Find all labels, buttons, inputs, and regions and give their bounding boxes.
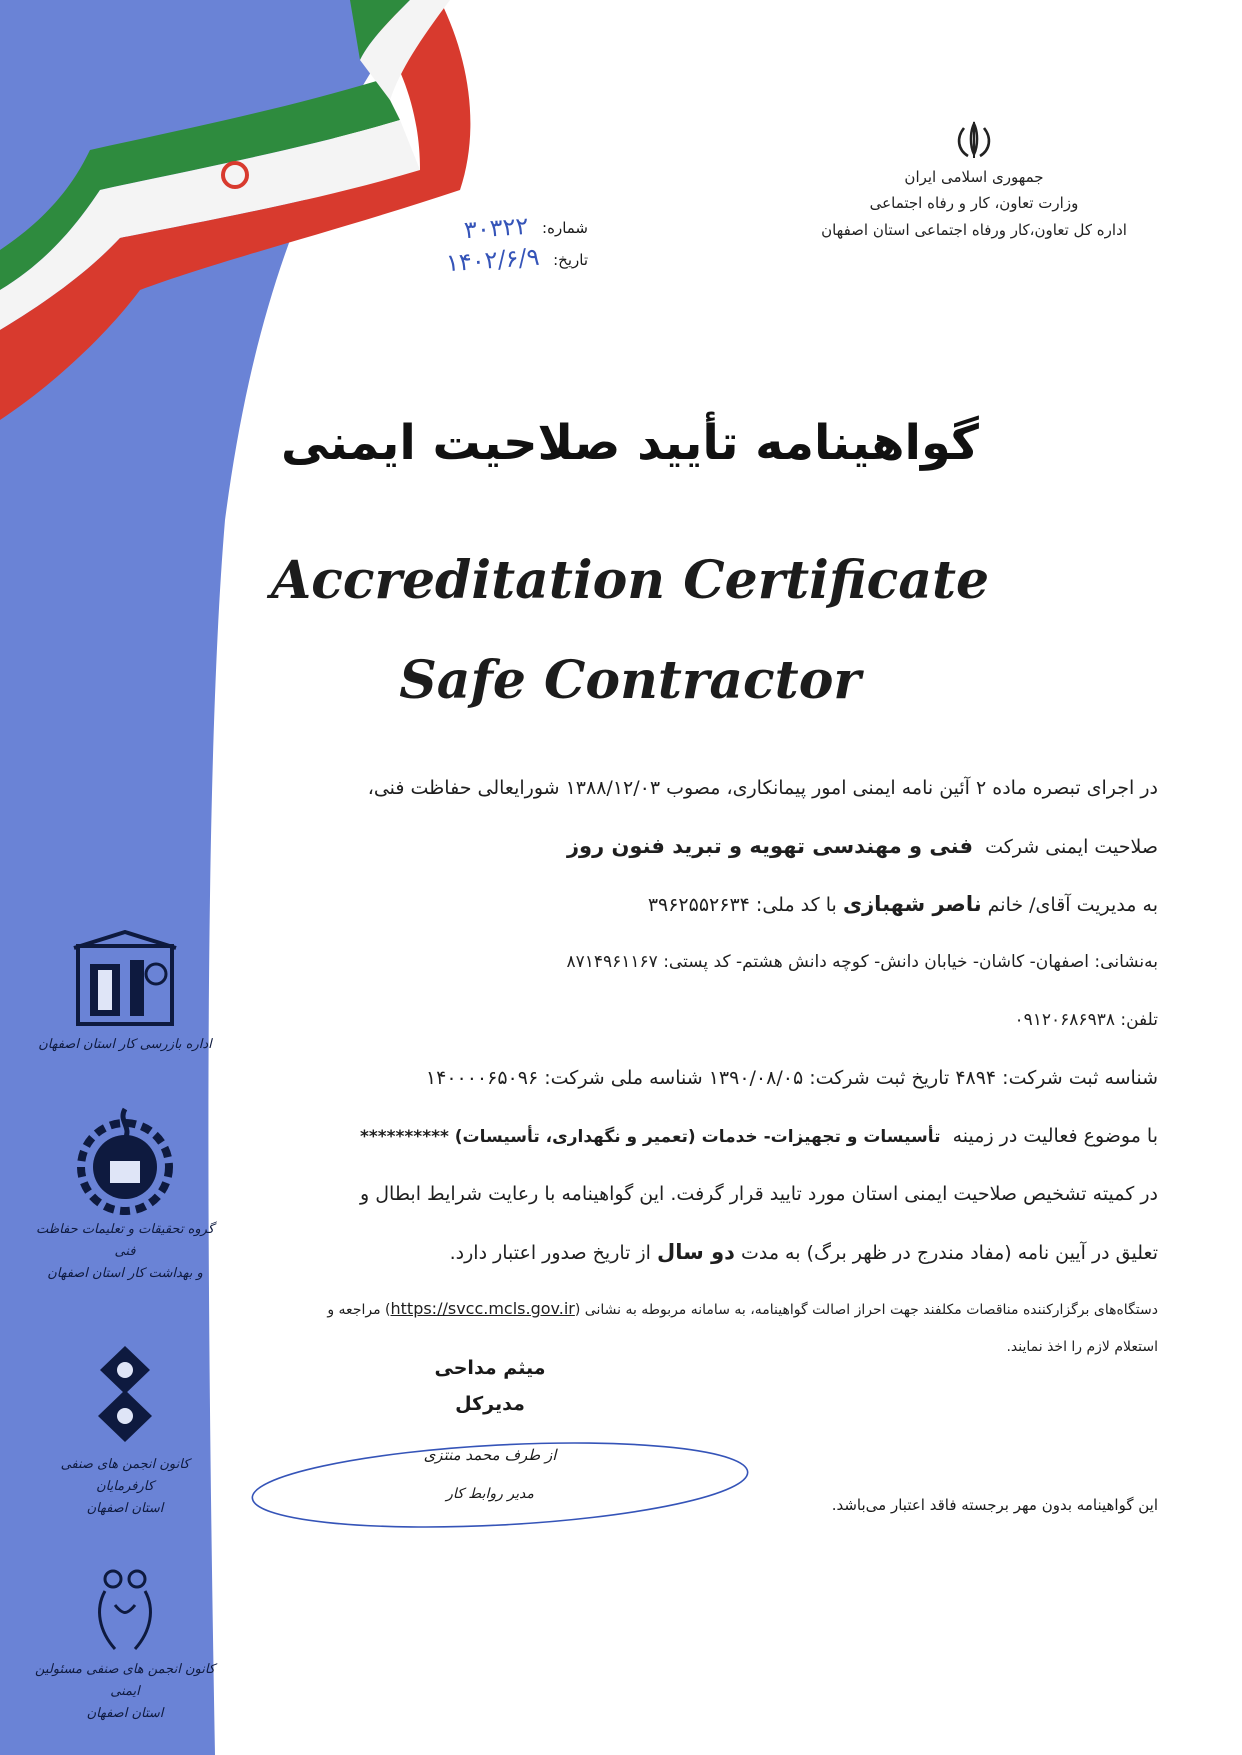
logo-caption-line2: و بهداشت کار استان اصفهان xyxy=(47,1266,203,1282)
company-prefix: صلاحیت ایمنی شرکت xyxy=(985,836,1158,858)
signature-block xyxy=(380,1350,600,1502)
signatory-name: میثم مداحی xyxy=(434,1357,546,1379)
activity-prefix: با موضوع فعالیت در زمینه xyxy=(952,1125,1158,1147)
side-logo-safety-officers xyxy=(30,1565,220,1725)
research-group-logo-icon xyxy=(70,1105,180,1215)
logo-caption: اداره بازرسی کار استان اصفهان xyxy=(38,1037,212,1052)
logo-caption-line2: استان اصفهان xyxy=(86,1501,164,1517)
signature-handwritten-line1: از طرف محمد منتزی xyxy=(423,1446,557,1464)
reference-number-row xyxy=(358,212,588,244)
verification-url-link[interactable]: https://svcc.mcls.gov.ir xyxy=(390,1299,575,1318)
validity-prefix: تعلیق در آیین نامه (مفاد مندرج در ظهر برگ) به مدت xyxy=(740,1242,1158,1264)
body-line-regulation: در اجرای تبصره ماده ۲ آئین نامه ایمنی امور پیمانکاری، مصوب ۱۳۸۸/۱۲/۰۳ شورایعالی حفاظت فنی، xyxy=(367,777,1158,799)
certificate-title-english-line1: Accreditation Certificate xyxy=(270,550,990,611)
logo-caption-line2: استان اصفهان xyxy=(86,1706,164,1722)
inspection-office-logo-icon xyxy=(70,930,180,1030)
reference-block xyxy=(358,212,588,276)
validity-footer-note: این گواهینامه بدون مهر برجسته فاقد اعتبار می‌باشد. xyxy=(831,1496,1158,1514)
manager-prefix: به مدیریت آقای/ خانم xyxy=(987,894,1158,916)
body-line-activity xyxy=(278,1118,1158,1176)
body-line-validity xyxy=(278,1234,1158,1292)
manager-national-id: با کد ملی: ۳۹۶۲۵۵۲۶۳۴ xyxy=(647,894,837,916)
validity-duration: دو سال xyxy=(657,1240,735,1264)
validity-suffix: از تاریخ صدور اعتبار دارد. xyxy=(449,1242,651,1264)
issuer-header xyxy=(784,120,1164,243)
org-line-provincial-office: اداره کل تعاون،کار ورفاه اجتماعی استان اصفهان xyxy=(821,220,1127,239)
reference-date-row xyxy=(358,244,588,276)
body-note-inquiry: استعلام لازم را اخذ نمایند. xyxy=(1006,1339,1158,1355)
employers-association-logo-icon xyxy=(80,1340,170,1450)
side-logo-employers-association xyxy=(30,1340,220,1520)
reference-number-value: ۳۰۳۲۲ xyxy=(462,211,529,245)
reference-date-value: ۱۴۰۲/۶/۹ xyxy=(444,242,540,278)
body-note-verification xyxy=(278,1292,1158,1330)
certificate-body xyxy=(278,770,1158,1368)
note-prefix: دستگاه‌های برگزارکننده مناقصات مکلفند جهت احراز اصالت گواهینامه، به سامانه مربوطه به نشانی ( xyxy=(574,1302,1158,1318)
note-suffix: ) مراجعه و xyxy=(327,1302,391,1318)
reference-date-label: تاریخ: xyxy=(553,251,588,269)
certificate-title-persian: گواهینامه تأیید صلاحیت ایمنی xyxy=(281,415,979,471)
org-line-country: جمهوری اسلامی ایران xyxy=(904,168,1044,186)
org-line-ministry: وزارت تعاون، کار و رفاه اجتماعی xyxy=(869,194,1079,213)
logo-caption-line1: کانون انجمن های صنفی کارفرمایان xyxy=(60,1457,190,1495)
activity-value: تأسیسات و تجهیزات- خدمات (تعمیر و نگهداری، تأسیسات) ********** xyxy=(359,1127,941,1147)
manager-name: ناصر شهبازی xyxy=(842,892,982,916)
logo-caption-line1: گروه تحقیقات و تعلیمات حفاظت فنی xyxy=(35,1222,215,1260)
safety-officers-association-logo-icon xyxy=(85,1565,165,1655)
signatory-title: مدیرکل xyxy=(455,1393,525,1415)
logo-caption-line1: کانون انجمن های صنفی مسئولین ایمنی xyxy=(35,1662,215,1700)
iran-emblem-icon xyxy=(950,120,998,160)
body-line-registration: شناسه ثبت شرکت: ۴۸۹۴ تاریخ ثبت شرکت: ۱۳۹۰/۰۸/۰۵ شناسه ملی شرکت: ۱۴۰۰۰۰۶۵۰۹۶ xyxy=(425,1067,1158,1089)
body-line-address: به‌نشانی: اصفهان- کاشان- خیابان دانش- کوچه دانش هشتم- کد پستی: ۸۷۱۴۹۶۱۱۶۷ xyxy=(566,952,1158,972)
certificate-title-english-line2: Safe Contractor xyxy=(399,650,861,711)
body-line-committee: در کمیته تشخیص صلاحیت ایمنی استان مورد تایید قرار گرفت. این گواهینامه با رعایت شرایط ابطال و xyxy=(360,1183,1158,1205)
side-logo-research-group xyxy=(30,1105,220,1285)
side-logo-inspection xyxy=(30,930,220,1056)
body-line-manager xyxy=(278,886,1158,944)
reference-number-label: شماره: xyxy=(542,219,588,237)
body-line-company xyxy=(278,828,1158,886)
body-line-phone: تلفن: ۰۹۱۲۰۶۸۶۹۳۸ xyxy=(1014,1010,1158,1030)
company-name: فنی و مهندسی تهویه و تبرید فنون روز xyxy=(566,834,973,858)
signature-handwritten-line2: مدیر روابط کار xyxy=(446,1486,534,1502)
